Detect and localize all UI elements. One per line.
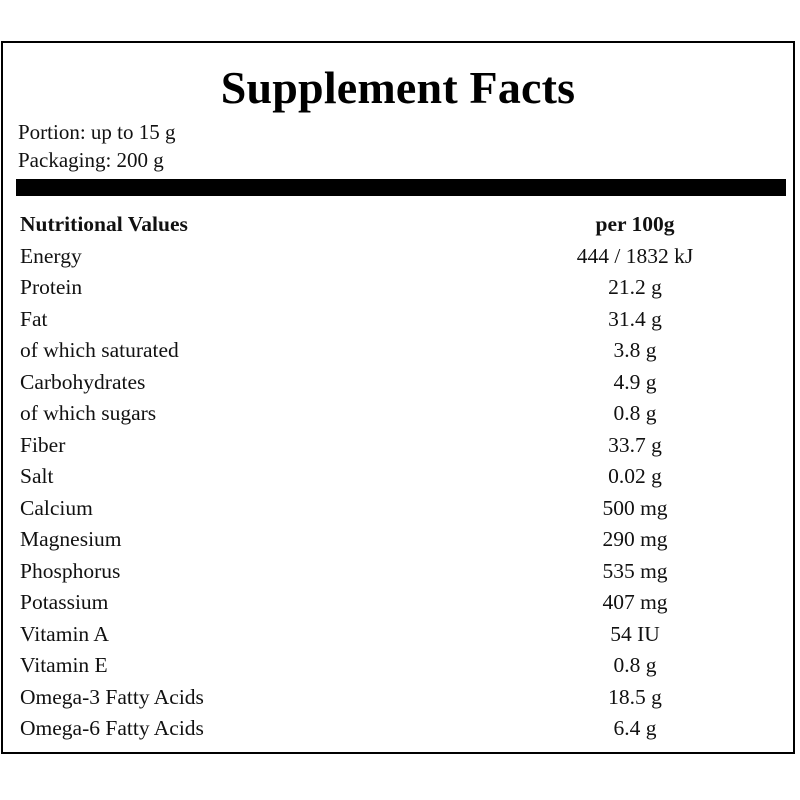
nutrient-value: 290 mg <box>602 527 668 551</box>
nutrient-value: 0.8 g <box>613 653 657 677</box>
supplement-facts-panel <box>1 41 795 754</box>
label-title: Supplement Facts <box>220 62 576 113</box>
table-row <box>18 587 778 619</box>
nutrient-value: 3.8 g <box>613 338 657 362</box>
table-row <box>18 241 778 273</box>
nutrient-name: Carbohydrates <box>20 369 146 394</box>
nutrient-name: Omega-6 Fatty Acids <box>20 716 204 740</box>
nutrient-value: 0.8 g <box>613 401 657 425</box>
column-header-name: Nutritional Values <box>20 212 188 236</box>
portion-text: Portion: up to 15 g <box>18 120 176 144</box>
table-row <box>18 272 778 304</box>
nutrient-value: 535 mg <box>602 558 668 583</box>
nutrient-value: 21.2 g <box>608 275 662 299</box>
nutrient-value: 54 IU <box>610 621 660 646</box>
table-row <box>18 461 778 493</box>
table-row <box>18 713 778 745</box>
nutrient-name: Phosphorus <box>20 558 121 583</box>
nutrient-name: Calcium <box>20 495 93 520</box>
nutrient-name: of which saturated <box>20 338 179 362</box>
nutrient-value: 31.4 g <box>608 306 662 331</box>
table-row <box>18 430 778 462</box>
table-row <box>18 682 778 714</box>
table-row <box>18 335 778 367</box>
nutrient-name: Protein <box>20 275 83 299</box>
nutrient-name: Magnesium <box>20 527 122 551</box>
nutrient-name: Fiber <box>20 432 66 457</box>
table-row <box>18 367 778 399</box>
table-row <box>18 524 778 556</box>
nutrient-name: Vitamin A <box>20 621 109 646</box>
table-row <box>18 493 778 525</box>
nutrient-name: Vitamin E <box>20 653 108 677</box>
nutrient-name: Fat <box>20 306 48 331</box>
table-row <box>18 398 778 430</box>
table-header-row <box>18 209 778 241</box>
nutrition-table <box>18 209 778 745</box>
nutrient-name: Omega-3 Fatty Acids <box>20 684 204 709</box>
table-row <box>18 304 778 336</box>
nutrient-value: 4.9 g <box>613 369 657 394</box>
table-row <box>18 619 778 651</box>
packaging-text: Packaging: 200 g <box>18 148 164 172</box>
column-header-value: per 100g <box>595 212 675 236</box>
table-row <box>18 650 778 682</box>
nutrient-name: of which sugars <box>20 401 157 425</box>
nutrient-value: 33.7 g <box>608 432 662 457</box>
nutrient-value: 444 / 1832 kJ <box>576 243 694 268</box>
nutrient-name: Energy <box>20 243 82 268</box>
nutrient-value: 407 mg <box>602 590 668 614</box>
table-row <box>18 556 778 588</box>
section-divider-bar <box>16 179 786 196</box>
nutrient-value: 18.5 g <box>608 684 662 709</box>
nutrient-value: 0.02 g <box>608 464 662 488</box>
nutrient-name: Potassium <box>20 590 109 614</box>
nutrient-value: 500 mg <box>602 495 668 520</box>
nutrient-value: 6.4 g <box>613 716 657 740</box>
nutrient-name: Salt <box>20 464 54 488</box>
